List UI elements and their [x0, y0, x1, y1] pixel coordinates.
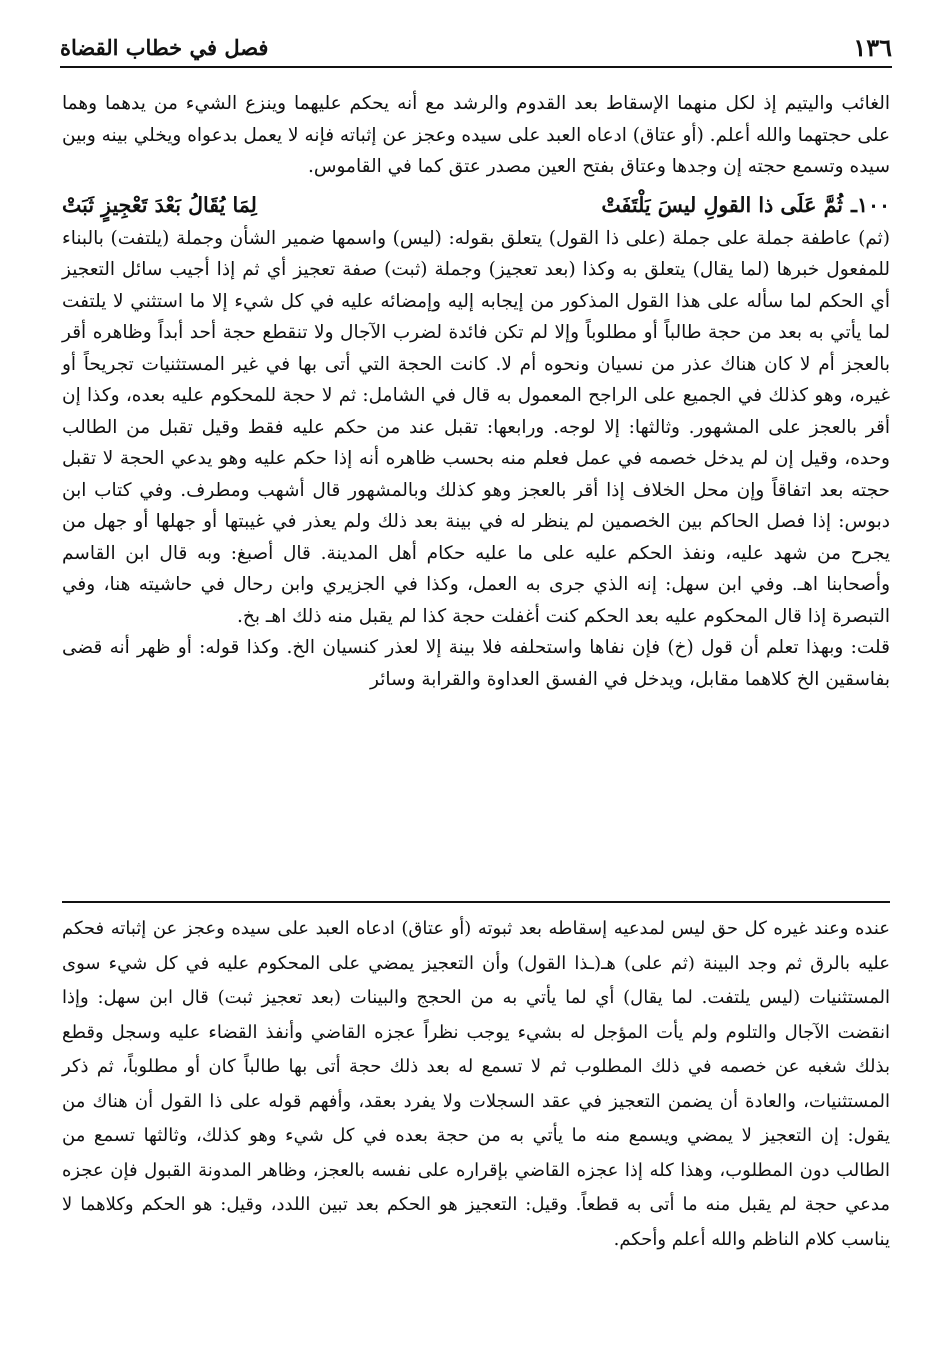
verse-hemistich-first: ثُمَّ عَلَى ذا القولِ ليسَ يَلْتَفَتْ	[601, 192, 843, 217]
verse-line	[62, 187, 890, 223]
footnote-divider	[62, 901, 890, 903]
verse-number: ١٠٠ـ	[850, 192, 890, 217]
footnote-paragraph: عنده وعند غيره كل حق ليس لمدعيه إسقاطه بعد ثبوته (أو عتاق) ادعاه العبد على سيده وعجز عن إثباته فحكم عليه بالرق ثم وجد البينة (ثم على) هـ(ـذا القول) وأن التعجيز يمضي على المحكوم عليه في كل شيء سوى المستثنيات (ليس يلتفت. لما يقال) أي لما يأتي به من الحجج والبينات (بعد تعجيز ثبت) قال ابن سهل: وإذا انقضت الآجال والتلوم ولم يأت المؤجل له بشيء يوجب نظراً عجزه القاضي وأنفذ القضاء عليه وسجل وقطع بذلك شغبه عن خصمه في ذلك المطلوب ثم لا تسمع له بعد ذلك حجة أتى بها طالباً كان أو مطلوباً، ثم ذكر المستثنيات، والعادة أن يضمن التعجيز في عقد السجلات ولا يفرد بعقد، وأفهم قوله على ذا القول أن هناك من يقول: إن التعجيز لا يمضي ويسمع منه ما يأتي به من حجة بعده في كل شيء وهو كذلك، وثالثها تسمع من الطالب دون المطلوب، وهذا كله إذا عجزه القاضي بإقراره على نفسه بالعجز، وظاهر المدونة القبول فإن عجزه مدعي حجة لم يقبل منه ما أتى به قطعاً. وقيل: التعجيز هو الحكم بعد تبين اللدد، وقيل: هو الحكم وكلاهما لا يناسب كلام الناظم والله أعلم وأحكم.	[62, 918, 890, 1250]
footnote-text	[62, 912, 890, 1257]
paragraph-commentary-1: الغائب واليتيم إذ لكل منهما الإسقاط بعد القدوم والرشد مع أنه يحكم عليهما وينزع الشيء من يدهما وهما على حجتهما والله أعلم. (أو عتاق) ادعاه العبد على سيده وعجز عن إثباته فإنه لا يعمل بدعواه ويخلي بينه وبين سيده وتسمع حجته إن وجدها وعتاق بفتح العين مصدر عتق كما في القاموس.	[62, 93, 890, 177]
page-number: ١٣٦	[853, 32, 892, 62]
main-text	[62, 88, 890, 695]
verse-hemistich-second: لِمَا يُقَالُ بَعْدَ تَعْجِيزٍ ثَبَتْ	[62, 192, 257, 217]
header-divider	[60, 66, 892, 68]
paragraph-note: قلت: وبهذا تعلم أن قول (خ) فإن نفاها واستحلفه فلا بينة إلا لعذر كنسيان الخ. وكذا قوله: أو ظهر أنه قضى بفاسقين الخ كلاهما مقابل، ويدخل في الفسق العداوة والقرابة وسائر	[62, 637, 890, 690]
page-header	[60, 28, 892, 66]
running-title: فصل في خطاب القضاة	[60, 34, 269, 60]
paragraph-commentary-2: (ثم) عاطفة جملة على جملة (على ذا القول) يتعلق بقوله: (ليس) واسمها ضمير الشأن وجملة (يلتفت) بالبناء للمفعول خبرها (لما يقال) يتعلق به وكذا (بعد تعجيز) وجملة (ثبت) صفة تعجيز أي ثم إذا أجيب سائل التعجيز أي الحكم لما سأله على هذا القول المذكور من إيجابه إليه وإمضائه عليه في كل شيء إلا ما استثني لا يلتفت لما يأتي به بعد من حجة طالباً أو مطلوباً وإلا لم تكن فائدة لضرب الآجال ولا تنقطع حجة أحد أبداً وظاهره أقر بالعجز أم لا كان هناك عذر من نسيان ونحوه أم لا. كانت الحجة التي أتى بها في غير المستثنيات تجريحاً أو غيره، وهو كذلك في الجميع على الراجح المعمول به قال في الشامل: ثم لا حجة للمحكوم عليه بعده، وكذا إن أقر بالعجز على المشهور. وثالثها: إلا لوجه. ورابعها: تقبل عند من حكم عليه فقط وقيل تقبل من الطالب وحده، وقيل إن لم يدخل خصمه في عمل فعلم منه بحسب ظاهره أنه إذا حكم عليه وهو يدعي الحجة لا تقبل حجته بعد اتفاقاً وإن محل الخلاف إذا أقر بالعجز وهو كذلك وبالمشهور قال أشهب ومطرف. وفي كتاب ابن دبوس: إذا فصل الحاكم بين الخصمين لم ينظر له في بينة بعد ذلك ولم يعذر في غيبتها أو جهلها أو جهل من يجرح من شهد عليه، ونفذ الحكم عليه على ما عليه حكام أهل المدينة. قال أصبغ: وبه قال ابن القاسم وأصحابنا اهـ. وفي ابن سهل: إنه الذي جرى به العمل، وكذا في الجزيري وابن رحال في حاشيته هنا، وفي التبصرة إذا قال المحكوم عليه بعد الحكم كنت أغفلت حجة كذا لم يقبل منه ذلك اهـ بخ.	[62, 227, 890, 627]
